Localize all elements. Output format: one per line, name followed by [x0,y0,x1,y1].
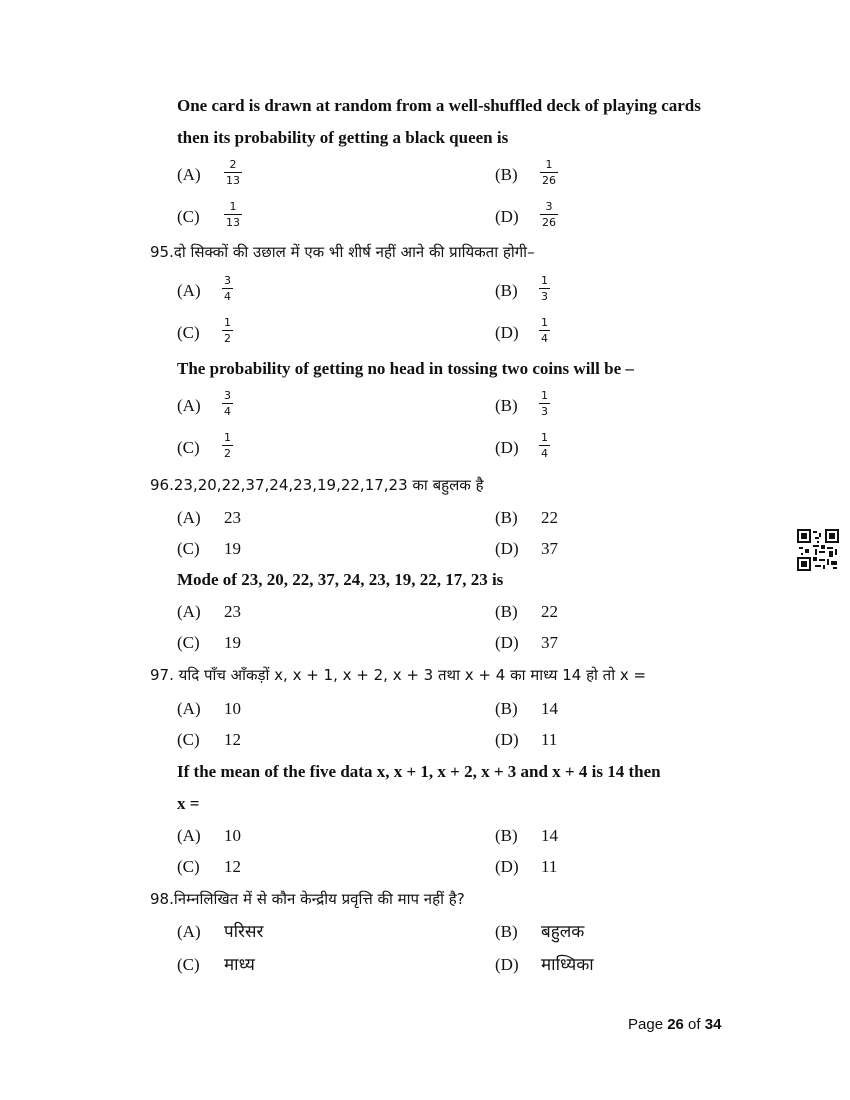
denominator: 4 [224,405,231,418]
denominator: 4 [541,332,548,345]
option-value: बहुलक [541,922,585,942]
option-fraction [222,316,233,345]
q94-text-line2: then its probability of getting a black queen is [177,128,509,147]
option-label: (B) [495,396,518,415]
option-fraction [224,158,242,187]
option-label: (C) [177,207,200,226]
option-label: (C) [177,633,200,652]
denominator: 3 [541,405,548,418]
option-label: (B) [495,281,518,300]
numerator: 1 [541,316,548,329]
option-label: (A) [177,826,201,845]
page-middle: of [683,1016,705,1033]
q97-english-text-line2: x = [177,794,200,813]
option-value: 11 [541,730,558,749]
page-total: 34 [704,1016,722,1033]
option-value: माध्य [224,955,255,975]
option-label: (B) [495,922,518,941]
option-label: (C) [177,730,200,749]
option-fraction [222,431,233,460]
option-value: 14 [541,699,558,718]
q95-english-text: The probability of getting no head in tossing two coins will be – [177,359,634,378]
option-label: (C) [177,539,200,558]
q96-hindi-text: 96.23,20,22,37,24,23,19,22,17,23 का बहुलक है [150,476,484,494]
q97-english-text-line1: If the mean of the five data x, x + 1, x + 2, x + 3 and x + 4 is 14 then [177,762,661,781]
qr-code-icon [797,529,839,571]
q95-hindi-text: 95.दो सिक्कों की उछाल में एक भी शीर्ष नहीं आने की प्रायिकता होगी– [150,243,535,261]
option-fraction [539,431,550,460]
option-fraction [540,200,558,229]
option-value: माध्यिका [541,955,594,975]
option-label: (B) [495,602,518,621]
option-label: (C) [177,955,200,974]
option-label: (C) [177,438,200,457]
option-fraction [222,274,233,303]
option-fraction [539,389,550,418]
numerator: 1 [541,431,548,444]
numerator: 1 [545,158,553,171]
option-fraction [224,200,242,229]
denominator: 2 [224,447,231,460]
option-value: 10 [224,699,241,718]
option-label: (A) [177,602,201,621]
option-value: 22 [541,602,558,621]
q94-text-line1: One card is drawn at random from a well-shuffled deck of playing cards [177,96,701,115]
option-value: 23 [224,508,241,527]
numerator: 1 [229,200,237,213]
option-value: 37 [541,633,558,652]
option-label: (D) [495,207,519,226]
denominator: 2 [224,332,231,345]
option-label: (D) [495,857,519,876]
numerator: 3 [224,389,231,402]
option-label: (D) [495,955,519,974]
page-prefix: Page [628,1016,668,1033]
option-label: (D) [495,633,519,652]
q98-hindi-text: 98.निम्नलिखित में से कौन केन्द्रीय प्रवृत्ति की माप नहीं है? [150,890,465,908]
page-current: 26 [667,1016,684,1033]
option-label: (A) [177,699,201,718]
option-value: 23 [224,602,241,621]
option-fraction [540,158,558,187]
denominator: 13 [226,216,240,229]
option-label: (D) [495,438,519,457]
denominator: 3 [541,290,548,303]
denominator: 13 [226,174,240,187]
option-value: 10 [224,826,241,845]
numerator: 2 [229,158,237,171]
numerator: 1 [541,389,548,402]
q96-english-text: Mode of 23, 20, 22, 37, 24, 23, 19, 22, 17, 23 is [177,570,504,589]
q97-hindi-text: 97. यदि पाँच आँकड़ों x, x + 1, x + 2, x + 3 तथा x + 4 का माध्य 14 हो तो x = [150,666,647,684]
option-label: (B) [495,826,518,845]
option-value: 19 [224,633,241,652]
denominator: 26 [542,216,556,229]
option-label: (C) [177,857,200,876]
numerator: 3 [545,200,553,213]
option-value: 19 [224,539,241,558]
page-number [628,1016,721,1033]
numerator: 3 [224,274,231,287]
option-label: (D) [495,730,519,749]
option-label: (C) [177,323,200,342]
option-label: (A) [177,508,201,527]
option-value: 37 [541,539,558,558]
option-label: (B) [495,699,518,718]
numerator: 1 [224,316,231,329]
option-label: (A) [177,281,201,300]
option-label: (A) [177,922,201,941]
option-label: (A) [177,165,201,184]
option-label: (D) [495,323,519,342]
option-label: (A) [177,396,201,415]
numerator: 1 [541,274,548,287]
denominator: 4 [224,290,231,303]
numerator: 1 [224,431,231,444]
option-value: 12 [224,730,241,749]
option-fraction [539,316,550,345]
denominator: 4 [541,447,548,460]
option-value: 14 [541,826,558,845]
option-label: (B) [495,508,518,527]
option-value: 22 [541,508,558,527]
option-fraction [222,389,233,418]
option-fraction [539,274,550,303]
option-label: (D) [495,539,519,558]
option-value: 12 [224,857,241,876]
option-value: 11 [541,857,558,876]
denominator: 26 [542,174,556,187]
option-value: परिसर [224,922,264,942]
option-label: (B) [495,165,518,184]
